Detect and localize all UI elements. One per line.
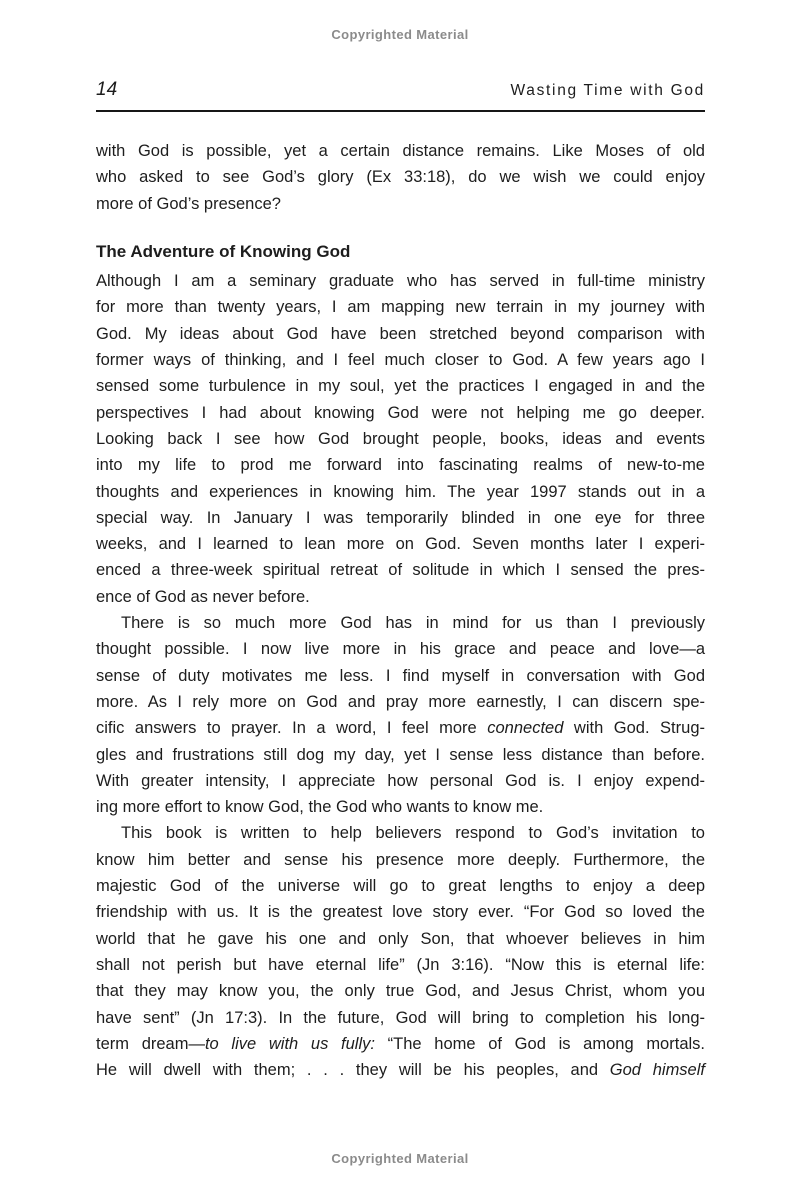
text-run: shall not perish but have eternal life” (Jn 3:16). “Now this is eternal life:: [96, 955, 705, 974]
text-line: [96, 191, 705, 217]
copyright-notice-top: Copyrighted Material: [331, 27, 469, 42]
text-line: [96, 794, 705, 820]
italic-text-run: God himself: [609, 1061, 705, 1080]
text-line: [96, 873, 705, 899]
text-run: have sent” (Jn 17:3). In the future, God will bring to completion his long-: [96, 1008, 705, 1027]
text-run: world that he gave his one and only Son, that whoever believes in him: [96, 929, 705, 948]
paragraph: [96, 820, 705, 1083]
text-line: [96, 715, 705, 741]
text-line: [96, 768, 705, 794]
text-line: [96, 952, 705, 978]
text-line: [96, 742, 705, 768]
text-run: friendship with us. It is the greatest love story ever. “For God so loved the: [96, 903, 705, 922]
copyright-notice-bottom: Copyrighted Material: [331, 1151, 469, 1166]
text-line: [96, 400, 705, 426]
text-run: know him better and sense his presence more deeply. Furthermore, the: [96, 850, 705, 869]
text-line: [96, 663, 705, 689]
section-heading: The Adventure of Knowing God: [96, 241, 351, 261]
text-line: [96, 636, 705, 662]
text-line: [96, 689, 705, 715]
text-run: sense of duty motivates me less. I find myself in conversation with God: [96, 666, 705, 685]
text-line: [96, 557, 705, 583]
text-run: majestic God of the universe will go to great lengths to enjoy a deep: [96, 877, 705, 896]
text-run: that they may know you, the only true God, and Jesus Christ, whom you: [96, 982, 705, 1001]
text-line: [96, 1057, 705, 1083]
text-run: more. As I rely more on God and pray more earnestly, I can discern spe-: [96, 692, 705, 711]
text-run: Looking back I see how God brought people, books, ideas and events: [96, 429, 705, 448]
text-run: ing more effort to know God, the God who wants to know me.: [96, 798, 544, 817]
page-number: 14: [96, 79, 118, 100]
text-line: [96, 847, 705, 873]
text-line: [96, 479, 705, 505]
text-run: with God. Strug-: [563, 719, 705, 738]
text-run: perspectives I had about knowing God were not helping me go deeper.: [96, 403, 705, 422]
text-line: [96, 978, 705, 1004]
text-run: God. My ideas about God have been stretched beyond comparison with: [96, 324, 705, 343]
text-line: [96, 610, 705, 636]
text-run: thought possible. I now live more in his grace and peace and love—a: [96, 640, 705, 659]
page-body: [96, 138, 705, 1083]
text-line: [96, 426, 705, 452]
paragraph: [96, 138, 705, 217]
text-line: [96, 294, 705, 320]
text-run: gles and frustrations still dog my day, yet I sense less distance than before.: [96, 745, 705, 764]
text-run: Although I am a seminary graduate who has served in full-time ministry: [96, 272, 705, 291]
text-run: who asked to see God’s glory (Ex 33:18), do we wish we could enjoy: [96, 168, 705, 187]
text-line: [96, 452, 705, 478]
running-title: Wasting Time with God: [510, 82, 705, 99]
text-run: with God is possible, yet a certain distance remains. Like Moses of old: [96, 142, 705, 160]
text-line: [96, 584, 705, 610]
text-run: cific answers to prayer. In a word, I feel more: [96, 719, 488, 738]
page-header-row: [96, 80, 705, 101]
text-run: into my life to prod me forward into fascinating realms of new-to-me: [96, 456, 705, 475]
text-run: former ways of thinking, and I feel much closer to God. A few years ago I: [96, 351, 705, 370]
text-line: [96, 347, 705, 373]
text-line: [96, 164, 705, 190]
text-run: ence of God as never before.: [96, 587, 310, 606]
page-header: [96, 80, 705, 112]
text-run: This book is written to help believers respond to God’s invitation to: [121, 824, 705, 843]
text-run: He will dwell with them; . . . they will be his peoples, and: [96, 1061, 610, 1080]
text-run: “The home of God is among mortals.: [374, 1034, 705, 1053]
text-run: term dream—: [96, 1034, 205, 1053]
text-run: sensed some turbulence in my soul, yet the practices I engaged in and the: [96, 377, 705, 396]
text-run: thoughts and experiences in knowing him. The year 1997 stands out in a: [96, 482, 705, 501]
paragraph: [96, 610, 705, 820]
text-run: weeks, and I learned to lean more on God. Seven months later I experi-: [96, 535, 705, 554]
text-line: [96, 268, 705, 294]
text-line: [96, 899, 705, 925]
text-line: [96, 1031, 705, 1057]
text-run: more of God’s presence?: [96, 194, 281, 213]
italic-text-run: connected: [487, 719, 564, 738]
text-run: There is so much more God has in mind for us than I previously: [121, 614, 705, 633]
text-run: With greater intensity, I appreciate how personal God is. I enjoy expend-: [96, 771, 705, 790]
paragraph: [96, 268, 705, 610]
text-line: [96, 373, 705, 399]
text-line: [96, 138, 705, 164]
text-run: for more than twenty years, I am mapping new terrain in my journey with: [96, 298, 705, 317]
text-line: [96, 1005, 705, 1031]
text-line: [96, 321, 705, 347]
text-line: [96, 505, 705, 531]
text-run: special way. In January I was temporarily blinded in one eye for three: [96, 508, 705, 527]
text-line: [96, 820, 705, 846]
text-run: enced a three-week spiritual retreat of solitude in which I sensed the pres-: [96, 561, 705, 580]
text-line: [96, 531, 705, 557]
text-line: [96, 926, 705, 952]
italic-text-run: to live with us fully:: [204, 1034, 375, 1053]
